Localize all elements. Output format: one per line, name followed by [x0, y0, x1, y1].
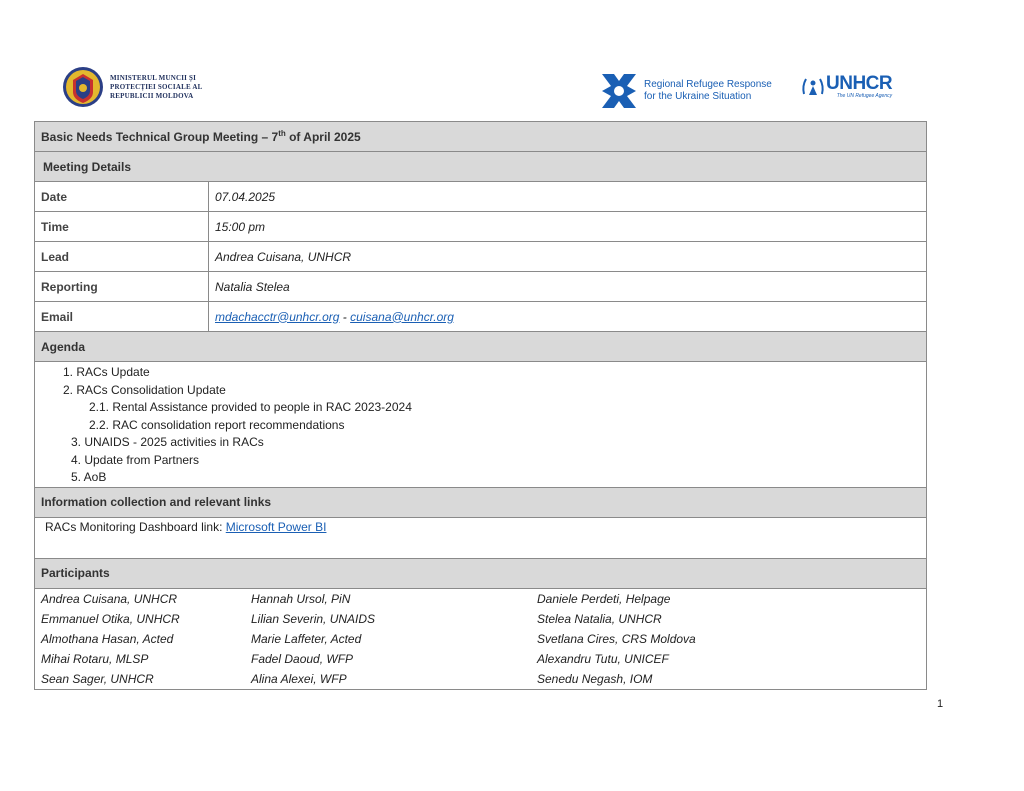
participant: Svetlana Cires, CRS Moldova: [537, 631, 696, 646]
participants-row: [35, 649, 926, 669]
meeting-details-header: [35, 152, 927, 182]
email-separator: -: [339, 309, 351, 324]
detail-value: 15:00 pm: [209, 212, 927, 242]
participants-row: [35, 669, 926, 689]
participant: Senedu Negash, IOM: [537, 671, 653, 686]
detail-row-lead: [35, 242, 927, 272]
participant: Hannah Ursol, PiN: [251, 591, 351, 606]
participant: Lilian Severin, UNAIDS: [251, 611, 376, 626]
rrr-line: for the Ukraine Situation: [644, 91, 752, 102]
meeting-details-label: Meeting Details: [43, 159, 132, 174]
rrr-emblem-icon: [600, 72, 638, 110]
title-text-suffix: of April 2025: [285, 130, 361, 144]
power-bi-link[interactable]: Microsoft Power BI: [225, 519, 327, 534]
unhcr-emblem-icon: [800, 74, 826, 100]
email-link-1[interactable]: mdachacctr@unhcr.org: [215, 309, 340, 324]
participant: Emmanuel Otika, UNHCR: [41, 611, 180, 626]
participants-header: Participants: [35, 558, 927, 588]
participant: Stelea Natalia, UNHCR: [537, 611, 662, 626]
participants-row: [35, 609, 926, 629]
detail-row-reporting: [35, 272, 927, 302]
regional-refugee-response-logo: [600, 72, 772, 110]
agenda-item: 1. RACs Update: [63, 365, 150, 379]
participant: Mihai Rotaru, MLSP: [41, 651, 149, 666]
rrr-line: Regional Refugee Response: [644, 79, 772, 90]
title-sup: th: [278, 129, 286, 138]
participant: Marie Laffeter, Acted: [251, 631, 362, 646]
detail-label: Reporting: [35, 272, 209, 302]
unhcr-tagline: The UN Refugee Agency: [836, 93, 893, 99]
detail-label: Email: [35, 302, 209, 332]
detail-row-time: [35, 212, 927, 242]
participant: Fadel Daoud, WFP: [251, 651, 354, 666]
participants-cell: [35, 588, 927, 689]
detail-label: Time: [35, 212, 209, 242]
participant: Alina Alexei, WFP: [251, 671, 347, 686]
participant: Alexandru Tutu, UNICEF: [537, 651, 669, 666]
ministry-name: [110, 74, 203, 101]
page-number: 1: [937, 698, 944, 710]
info-content: [35, 517, 927, 558]
title-text: Basic Needs Technical Group Meeting – 7: [41, 130, 279, 144]
participants-row: [35, 589, 926, 609]
agenda-item: 4. Update from Partners: [71, 452, 200, 467]
ministry-line: PROTECȚIEI SOCIALE AL: [110, 82, 203, 91]
ministry-line: REPUBLICII MOLDOVA: [110, 91, 194, 100]
meeting-table: [34, 121, 927, 690]
detail-value: Andrea Cuisana, UNHCR: [209, 242, 927, 272]
unhcr-logo: [800, 74, 892, 100]
meeting-title: [35, 122, 927, 152]
info-text: RACs Monitoring Dashboard link:: [45, 519, 226, 534]
detail-value: 07.04.2025: [209, 182, 927, 212]
email-value: [209, 302, 927, 332]
detail-value: Natalia Stelea: [209, 272, 927, 302]
ministry-logo: [62, 64, 203, 110]
participant: Andrea Cuisana, UNHCR: [41, 591, 178, 606]
participants-table: [35, 589, 926, 689]
info-header: Information collection and relevant links: [35, 487, 927, 517]
detail-row-date: [35, 182, 927, 212]
participant: Almothana Hasan, Acted: [41, 631, 174, 646]
page-header: [0, 0, 1024, 120]
moldova-seal-icon: [62, 64, 104, 110]
rrr-name: [644, 79, 772, 103]
detail-label: Lead: [35, 242, 209, 272]
participants-row: [35, 629, 926, 649]
agenda-item: 3. UNAIDS - 2025 activities in RACs: [71, 435, 264, 449]
agenda-subitem: 2.1. Rental Assistance provided to people in RAC 2023-2024: [89, 400, 412, 414]
agenda-list: [35, 362, 927, 488]
detail-row-email: [35, 302, 927, 332]
email-link-2[interactable]: cuisana@unhcr.org: [350, 309, 454, 324]
agenda-item: 2. RACs Consolidation Update: [63, 382, 226, 397]
agenda-item: 5. AoB: [71, 470, 107, 484]
participant: Sean Sager, UNHCR: [41, 671, 154, 686]
detail-label: Date: [35, 182, 209, 212]
agenda-subitem: 2.2. RAC consolidation report recommendations: [89, 417, 345, 432]
participant: Daniele Perdeti, Helpage: [537, 591, 671, 606]
unhcr-wordmark: [826, 75, 892, 99]
agenda-header: Agenda: [35, 332, 927, 362]
unhcr-title: UNHCR: [826, 73, 893, 94]
ministry-line: MINISTERUL MUNCII ȘI: [110, 73, 197, 82]
